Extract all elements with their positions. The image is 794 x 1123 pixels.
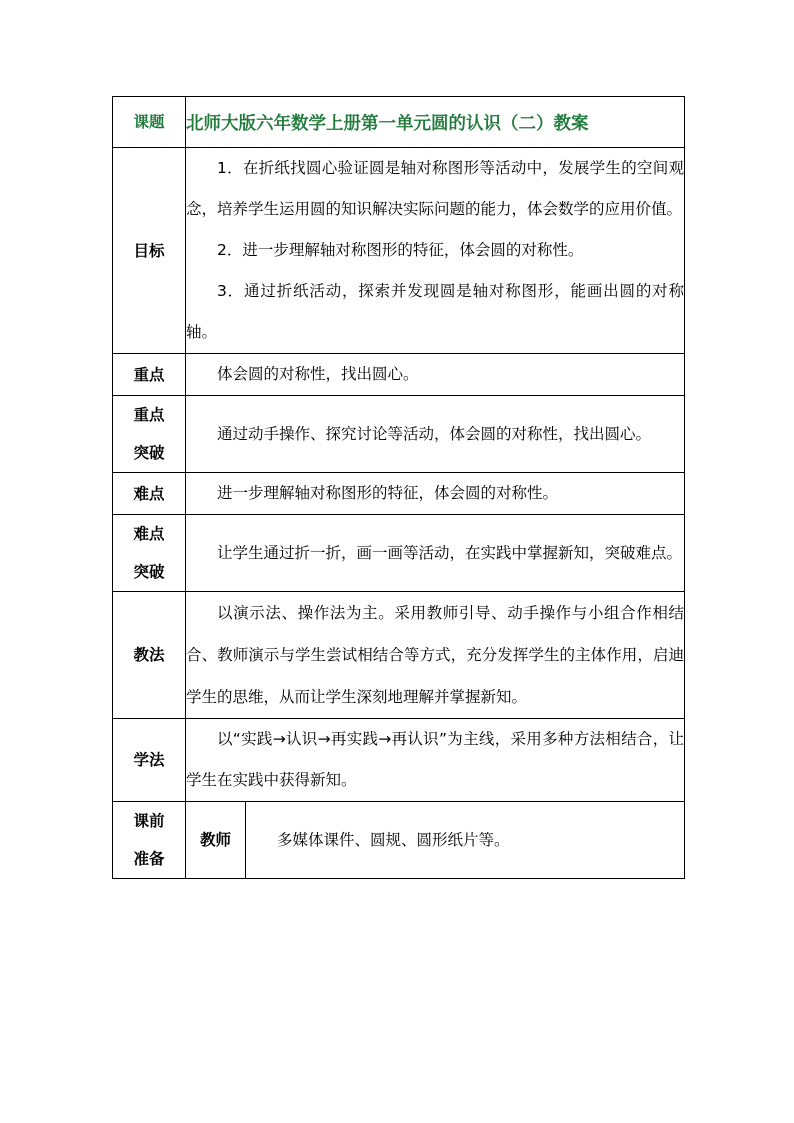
lesson-plan-table	[112, 96, 685, 879]
difficulty-row	[113, 473, 685, 515]
subject-label: 课题	[113, 97, 186, 148]
goals-label: 目标	[113, 148, 186, 354]
key-point-content	[186, 354, 685, 396]
teacher-preparation-content	[246, 802, 685, 879]
preparation-label-line-2: 准备	[133, 850, 165, 868]
key-breakthrough-label	[113, 396, 186, 473]
goals-content	[186, 148, 685, 354]
difficulty-breakthrough-label-line-1: 难点	[133, 525, 165, 543]
key-point-text: 体会圆的对称性，找出圆心。	[217, 365, 419, 383]
lesson-plan-page	[112, 96, 685, 879]
teaching-method-content	[186, 592, 685, 719]
key-breakthrough-label-line-1: 重点	[133, 406, 165, 424]
difficulty-breakthrough-label	[113, 515, 186, 592]
preparation-label	[113, 802, 186, 879]
goal-item-1: 1．在折纸找圆心验证圆是轴对称图形等活动中，发展学生的空间观念，培养学生运用圆的知识解决实际问题的能力，体会数学的应用价值。	[186, 159, 684, 218]
key-breakthrough-text: 通过动手操作、探究讨论等活动，体会圆的对称性，找出圆心。	[217, 424, 652, 443]
key-breakthrough-row	[113, 396, 685, 473]
learning-method-text: 以“实践→认识→再实践→再认识”为主线，采用多种方法相结合，让学生在实践中获得新知。	[186, 730, 684, 789]
lesson-title: 北师大版六年数学上册第一单元圆的认识（二）教案	[186, 97, 685, 148]
difficulty-label: 难点	[113, 473, 186, 515]
key-breakthrough-label-line-2: 突破	[133, 444, 165, 462]
preparation-row	[113, 802, 685, 879]
teaching-method-text: 以演示法、操作法为主。采用教师引导、动手操作与小组合作相结合、教师演示与学生尝试相结合等方式，充分发挥学生的主体作用，启迪学生的思维，从而让学生深刻地理解并掌握新知。	[186, 604, 684, 706]
preparation-label-line-1: 课前	[133, 812, 165, 830]
difficulty-breakthrough-label-line-2: 突破	[133, 563, 165, 581]
difficulty-breakthrough-text: 让学生通过折一折，画一画等活动，在实践中掌握新知，突破难点。	[217, 543, 683, 562]
difficulty-text: 进一步理解轴对称图形的特征，体会圆的对称性。	[217, 484, 559, 502]
goal-item-3: 3．通过折纸活动，探索并发现圆是轴对称图形，能画出圆的对称轴。	[186, 282, 684, 341]
teaching-method-label: 教法	[113, 592, 186, 719]
goal-item-2: 2．进一步理解轴对称图形的特征，体会圆的对称性。	[217, 241, 584, 259]
learning-method-content	[186, 719, 685, 802]
learning-method-row	[113, 719, 685, 802]
learning-method-label: 学法	[113, 719, 186, 802]
key-point-label: 重点	[113, 354, 186, 396]
difficulty-breakthrough-content	[186, 515, 685, 592]
difficulty-content	[186, 473, 685, 515]
key-breakthrough-content	[186, 396, 685, 473]
title-row	[113, 97, 685, 148]
difficulty-breakthrough-row	[113, 515, 685, 592]
key-point-row	[113, 354, 685, 396]
teacher-label: 教师	[186, 802, 246, 879]
goals-row	[113, 148, 685, 354]
teaching-method-row	[113, 592, 685, 719]
teacher-preparation-text: 多媒体课件、圆规、圆形纸片等。	[277, 831, 510, 849]
